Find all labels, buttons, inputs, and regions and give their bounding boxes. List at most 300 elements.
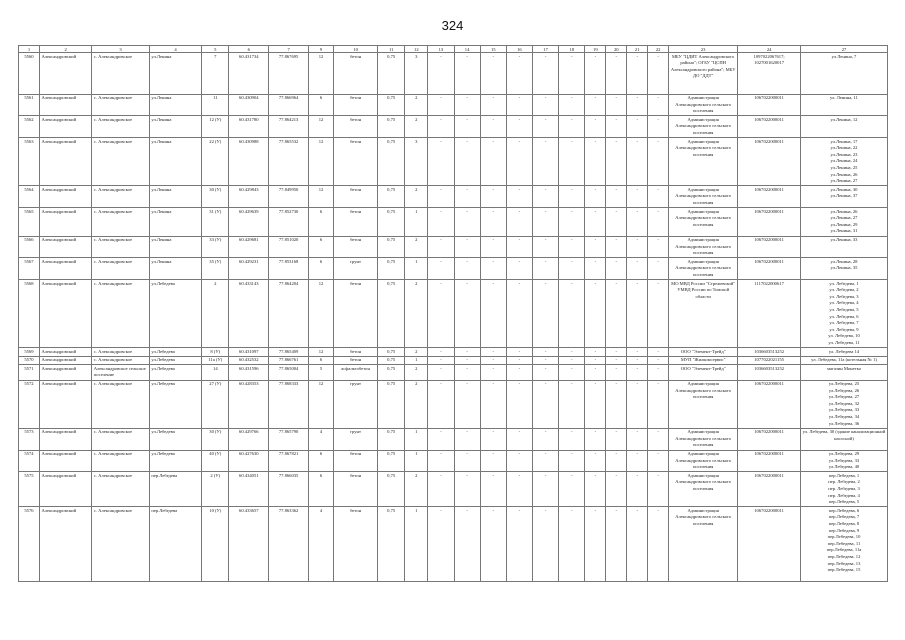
table-cell: 0,75 [378, 258, 405, 280]
table-cell: 0,75 [378, 450, 405, 472]
table-cell: 30 (У) [202, 428, 229, 450]
table-cell: ул.Ленина [149, 186, 201, 208]
table-cell: - [506, 116, 532, 138]
table-cell: - [480, 356, 506, 365]
table-cell: 77.866035 [269, 472, 309, 507]
table-cell: 60.433657 [229, 507, 269, 582]
table-cell: - [627, 236, 648, 258]
table-cell: 5566 [19, 236, 40, 258]
table-cell: 8 (У) [202, 348, 229, 357]
table-cell: - [533, 356, 559, 365]
table-cell: 0,75 [378, 186, 405, 208]
table-cell: 2 [405, 472, 428, 507]
table-cell: - [585, 208, 606, 236]
table-cell: 1 [405, 258, 428, 280]
table-cell: - [506, 450, 532, 472]
table-cell: - [606, 236, 627, 258]
table-cell: 0,75 [378, 94, 405, 116]
table-cell: бетон [334, 450, 378, 472]
table-cell: - [627, 186, 648, 208]
table-cell: - [506, 208, 532, 236]
table-cell: 0,75 [378, 138, 405, 186]
table-cell: с. Александровское [92, 507, 150, 582]
table-cell: ул.Ленина [149, 116, 201, 138]
table-cell: - [428, 116, 454, 138]
table-cell: 77.852730 [269, 208, 309, 236]
table-cell: - [480, 208, 506, 236]
table-cell: - [627, 348, 648, 357]
table-cell: 1 [405, 208, 428, 236]
table-cell: - [585, 236, 606, 258]
table-cell: ул. Ленина, 11 [801, 94, 888, 116]
table-cell: грунт [334, 258, 378, 280]
column-number: 1 [19, 46, 40, 53]
table-cell: пер.Лебедева, 1 пер. Лебедева, 2 пер. Лебедева, 3 пер. Лебедева, 4 пер.Лебедева, 5 [801, 472, 888, 507]
table-cell: - [428, 428, 454, 450]
table-cell: 12 [308, 53, 333, 95]
table-cell: 1036603513252 [738, 365, 801, 380]
table-cell: - [428, 280, 454, 348]
table-cell: - [506, 365, 532, 380]
table-cell: 2 [405, 280, 428, 348]
table-cell: - [533, 472, 559, 507]
table-cell: 77.866761 [269, 356, 309, 365]
table-cell: Александровский [39, 472, 91, 507]
table-cell: - [506, 258, 532, 280]
table-cell: с. Александровское [92, 450, 150, 472]
table-cell: МУП "Жилкомсервис" [669, 356, 738, 365]
table-cell: - [627, 365, 648, 380]
header-row [19, 46, 888, 53]
table-cell: 0,75 [378, 472, 405, 507]
table-cell: 1067022000011 [738, 258, 801, 280]
table-cell: - [585, 280, 606, 348]
table-cell: магазин Монетка [801, 365, 888, 380]
table-cell: - [533, 365, 559, 380]
table-cell: с. Александровское [92, 94, 150, 116]
table-cell: - [454, 236, 480, 258]
table-cell: - [606, 428, 627, 450]
table-cell: Александровский [39, 236, 91, 258]
table-cell: - [606, 450, 627, 472]
table-row [19, 450, 888, 472]
table-cell: - [559, 53, 585, 95]
table-cell: 0,75 [378, 116, 405, 138]
table-cell: 5568 [19, 280, 40, 348]
table-row [19, 116, 888, 138]
table-cell: - [606, 365, 627, 380]
table-cell: ул.Лебедева [149, 450, 201, 472]
table-cell: Администрация Александровского сельского поселения [669, 428, 738, 450]
table-cell: - [627, 116, 648, 138]
table-cell: с. Александровское [92, 356, 150, 365]
table-cell: - [648, 280, 669, 348]
table-row [19, 280, 888, 348]
table-cell: 60.430988 [229, 138, 269, 186]
table-cell: - [506, 186, 532, 208]
table-cell: ул.Ленина, 7 [801, 53, 888, 95]
table-cell: - [480, 507, 506, 582]
table-cell: ул.Ленина [149, 258, 201, 280]
table-cell: 2 [405, 94, 428, 116]
table-cell: - [480, 258, 506, 280]
table-cell: 5562 [19, 116, 40, 138]
table-cell: бетон [334, 186, 378, 208]
table-cell: - [533, 450, 559, 472]
table-cell: 4 [308, 428, 333, 450]
table-cell: - [454, 348, 480, 357]
table-cell: бетон [334, 94, 378, 116]
table-cell: с. Александровское [92, 186, 150, 208]
table-cell: - [454, 116, 480, 138]
table-cell: - [627, 138, 648, 186]
table-cell: с. Александровское [92, 236, 150, 258]
table-cell: 1067022000011 [738, 472, 801, 507]
table-cell: 77.868333 [269, 380, 309, 428]
table-cell: - [454, 380, 480, 428]
table-cell: 60.429231 [229, 258, 269, 280]
page-number: 324 [441, 18, 464, 33]
table-cell: 1 [405, 356, 428, 365]
table-cell: - [559, 348, 585, 357]
table-cell: с. Александровское [92, 428, 150, 450]
table-cell: - [533, 236, 559, 258]
column-number: 19 [585, 46, 606, 53]
table-cell: - [428, 380, 454, 428]
table-cell: - [480, 472, 506, 507]
table-cell: - [648, 138, 669, 186]
table-cell: - [627, 94, 648, 116]
table-cell: 12 [308, 116, 333, 138]
table-cell: 0,75 [378, 53, 405, 95]
table-cell: с. Александровское [92, 258, 150, 280]
table-cell: МО МВД России "Стрежевской" УМВД России по Томской области [669, 280, 738, 348]
table-row [19, 428, 888, 450]
column-number: 21 [627, 46, 648, 53]
table-row [19, 348, 888, 357]
table-cell: 60.429681 [229, 236, 269, 258]
table-cell: - [606, 116, 627, 138]
table-cell: 5576 [19, 507, 40, 582]
table-cell: - [506, 94, 532, 116]
table-cell: бетон [334, 356, 378, 365]
table-cell: - [454, 258, 480, 280]
table-cell: ул.Ленина, 17 ул.Ленина, 22 ул.Ленина, 23 ул.Ленина, 24 ул.Ленина, 25 ул.Ленина, 26 ул.Ленина, 27 [801, 138, 888, 186]
table-cell: ул.Ленина [149, 208, 201, 236]
column-number: 7 [269, 46, 309, 53]
table-cell: - [533, 94, 559, 116]
table-cell: 11а (У) [202, 356, 229, 365]
column-number: 16 [506, 46, 532, 53]
table-cell: - [506, 507, 532, 582]
table-cell: 5564 [19, 186, 40, 208]
table-cell: - [627, 356, 648, 365]
table-cell: - [533, 428, 559, 450]
table-cell: 5571 [19, 365, 40, 380]
table-row [19, 365, 888, 380]
table-cell: ул.Ленина [149, 53, 201, 95]
table-cell: Александровский [39, 450, 91, 472]
table-cell: - [428, 348, 454, 357]
table-cell: - [559, 258, 585, 280]
table-cell: 0,75 [378, 365, 405, 380]
table-cell: 77.851020 [269, 236, 309, 258]
table-cell: - [585, 138, 606, 186]
table-cell: - [506, 428, 532, 450]
table-cell: - [428, 186, 454, 208]
table-cell: с. Александровское [92, 472, 150, 507]
table-row [19, 472, 888, 507]
table-cell: - [648, 236, 669, 258]
table-cell: с. Александровское [92, 280, 150, 348]
table-cell: - [428, 365, 454, 380]
table-cell: 5561 [19, 94, 40, 116]
column-number: 22 [648, 46, 669, 53]
column-number: 23 [669, 46, 738, 53]
table-cell: 12 [308, 280, 333, 348]
table-cell: - [480, 450, 506, 472]
table-cell: Администрация Александровского сельского поселения [669, 236, 738, 258]
column-number: 9 [308, 46, 333, 53]
table-cell: ул.Ленина, 33 [801, 236, 888, 258]
table-cell: бетон [334, 507, 378, 582]
column-number: 18 [559, 46, 585, 53]
table-cell: - [454, 472, 480, 507]
table-cell: - [428, 94, 454, 116]
table-cell: 77.863362 [269, 507, 309, 582]
table-cell: 1067022000011 [738, 450, 801, 472]
table-cell: - [480, 138, 506, 186]
table-cell: 6 [308, 236, 333, 258]
table-cell: - [428, 507, 454, 582]
table-cell: - [606, 472, 627, 507]
table-row [19, 380, 888, 428]
table-cell: 60.432532 [229, 356, 269, 365]
table-cell: - [648, 428, 669, 450]
table-cell: 6 [308, 472, 333, 507]
table-cell: ул.Лебедева [149, 380, 201, 428]
table-cell: Администрация Александровского сельского поселения [669, 138, 738, 186]
table-cell: - [648, 53, 669, 95]
table-cell: 2 [405, 380, 428, 428]
table-cell: - [627, 380, 648, 428]
table-row [19, 53, 888, 95]
column-number: 2 [39, 46, 91, 53]
table-cell: - [428, 53, 454, 95]
table-cell: 1077022021155 [738, 356, 801, 365]
table-cell: - [454, 365, 480, 380]
table-cell: - [559, 450, 585, 472]
table-cell: 1067022000011 [738, 208, 801, 236]
table-cell: - [533, 280, 559, 348]
table-cell: Александровский [39, 186, 91, 208]
table-cell: Александровский [39, 208, 91, 236]
table-cell: 5567 [19, 258, 40, 280]
table-cell: 5563 [19, 138, 40, 186]
table-cell: - [627, 428, 648, 450]
table-cell: - [480, 53, 506, 95]
table-cell: - [606, 348, 627, 357]
table-cell: - [506, 380, 532, 428]
table-cell: 5575 [19, 472, 40, 507]
table-cell: - [606, 53, 627, 95]
table-cell: ул. Лебедева, 1 ул. Лебедева, 2 ул. Лебедева, 3 ул. Лебедева, 4 ул. Лебедева, 5 ул. Лебедева, 6 ул. Лебедева, 7 ул. Лебедева, 9 ул. Лебедева, 10 ул. Лебедева, 11 [801, 280, 888, 348]
table-cell: - [627, 472, 648, 507]
table-cell: - [648, 186, 669, 208]
table-cell: - [454, 53, 480, 95]
table-cell: с. Александровское [92, 348, 150, 357]
table-cell: Александровский [39, 428, 91, 450]
table-cell: 1 [405, 507, 428, 582]
table-cell: 22 (У) [202, 138, 229, 186]
table-cell: - [480, 365, 506, 380]
table-cell: 5569 [19, 348, 40, 357]
table-cell: - [585, 428, 606, 450]
column-number: 11 [378, 46, 405, 53]
table-cell: 40 (У) [202, 450, 229, 472]
table-cell: - [559, 186, 585, 208]
table-cell: 77.864213 [269, 116, 309, 138]
table-cell: Александровский [39, 348, 91, 357]
table-cell: - [480, 428, 506, 450]
table-cell: - [454, 138, 480, 186]
table-cell: - [648, 348, 669, 357]
column-number: 27 [801, 46, 888, 53]
table-cell: 77.867695 [269, 53, 309, 95]
table-cell: - [480, 280, 506, 348]
table-cell: - [627, 208, 648, 236]
table-cell: - [428, 208, 454, 236]
table-cell: - [648, 208, 669, 236]
table-cell: Александровский [39, 507, 91, 582]
table-cell: 60.427630 [229, 450, 269, 472]
table-cell: 1067022000011 [738, 236, 801, 258]
table-cell: Александровский [39, 138, 91, 186]
table-cell: - [454, 208, 480, 236]
table-cell: - [606, 507, 627, 582]
table-cell: Александровский [39, 258, 91, 280]
table-cell: - [506, 280, 532, 348]
table-cell: ул.Лебедева, 29 ул.Лебедева, 33 ул.Лебедева, 40 [801, 450, 888, 472]
table-cell: пер.Лебедева, 6 пер.Лебедева, 7 пер.Лебедева, 8 пер.Лебедева, 9 пер.Лебедева, 10 пер.Лебедева, 11 пер.Лебедева, 11а пер.Лебедева, 12 пер.Лебедева, 13 пер.Лебедева, 15 [801, 507, 888, 582]
table-cell: 2 [405, 365, 428, 380]
table-cell: - [585, 258, 606, 280]
table-cell: - [454, 186, 480, 208]
table-cell: ООО "Элемент-Трейд" [669, 348, 738, 357]
table-row [19, 208, 888, 236]
column-number: 17 [533, 46, 559, 53]
table-cell: асфальтобетон [334, 365, 378, 380]
table-cell: 77.849950 [269, 186, 309, 208]
column-number: 3 [92, 46, 150, 53]
table-cell: - [648, 507, 669, 582]
table-cell: - [480, 116, 506, 138]
table-row [19, 507, 888, 582]
table-cell: - [606, 186, 627, 208]
table-cell: 1067022000011 [738, 94, 801, 116]
table-cell: 1067022000011 [738, 380, 801, 428]
table-cell: Администрация Александровского сельского поселения [669, 450, 738, 472]
table-cell: - [506, 348, 532, 357]
table-cell: 1067022000011 [738, 507, 801, 582]
table-cell: - [533, 380, 559, 428]
table-cell: - [559, 94, 585, 116]
table-cell: - [533, 348, 559, 357]
table-cell: - [648, 116, 669, 138]
table-cell: - [480, 186, 506, 208]
table-cell: - [428, 450, 454, 472]
table-cell: бетон [334, 280, 378, 348]
table-cell: Администрация Александровского сельского поселения [669, 208, 738, 236]
table-cell: - [585, 348, 606, 357]
table-cell: - [606, 280, 627, 348]
table-cell: 1067022000011 [738, 186, 801, 208]
table-cell: 1 [405, 428, 428, 450]
table-cell: 2 [405, 186, 428, 208]
table-cell: Александровский [39, 380, 91, 428]
table-cell: ул. Лебедева, 11а (котельная № 1) [801, 356, 888, 365]
table-cell: - [606, 258, 627, 280]
table-cell: - [506, 138, 532, 186]
table-cell: грунт [334, 380, 378, 428]
table-cell: с. Александровское [92, 380, 150, 428]
table-cell: 0,75 [378, 280, 405, 348]
table-cell: 12 [308, 348, 333, 357]
table-cell: - [454, 450, 480, 472]
column-number: 15 [480, 46, 506, 53]
table-cell: - [454, 356, 480, 365]
column-number: 12 [405, 46, 428, 53]
table-cell: 1067022000011 [738, 138, 801, 186]
table-cell: 60.430904 [229, 94, 269, 116]
table-cell: 14 [202, 365, 229, 380]
table-cell: 2 [405, 116, 428, 138]
table-cell: 27 (У) [202, 380, 229, 428]
table-cell: Администрация Александровского сельского поселения [669, 380, 738, 428]
table-row [19, 138, 888, 186]
table-cell: бетон [334, 53, 378, 95]
table-cell: 60.429639 [229, 208, 269, 236]
table-cell: бетон [334, 348, 378, 357]
table-cell: - [648, 472, 669, 507]
table-cell: - [506, 356, 532, 365]
column-number: 14 [454, 46, 480, 53]
table-cell: - [585, 380, 606, 428]
table-cell: 77.867821 [269, 450, 309, 472]
table-cell: 6 [308, 450, 333, 472]
table-cell: Александровский [39, 94, 91, 116]
table-cell: ул.Лебедева [149, 365, 201, 380]
table-cell: Администрация Александровского сельского поселения [669, 116, 738, 138]
column-number: 24 [738, 46, 801, 53]
table-cell: - [585, 116, 606, 138]
table-cell: - [533, 208, 559, 236]
table-cell: 5 [308, 365, 333, 380]
table-cell: - [648, 258, 669, 280]
table-cell: - [428, 472, 454, 507]
table-cell: 5570 [19, 356, 40, 365]
table-cell: ул.Ленина, 30 ул.Ленина, 37 [801, 186, 888, 208]
table-cell: 6 [308, 94, 333, 116]
table-cell: 31 (У) [202, 208, 229, 236]
table-cell: 77.865004 [269, 365, 309, 380]
table-row [19, 94, 888, 116]
table-cell: 0,75 [378, 507, 405, 582]
table-cell: - [559, 365, 585, 380]
table-cell: - [627, 450, 648, 472]
table-row [19, 258, 888, 280]
table-cell: 0,75 [378, 208, 405, 236]
